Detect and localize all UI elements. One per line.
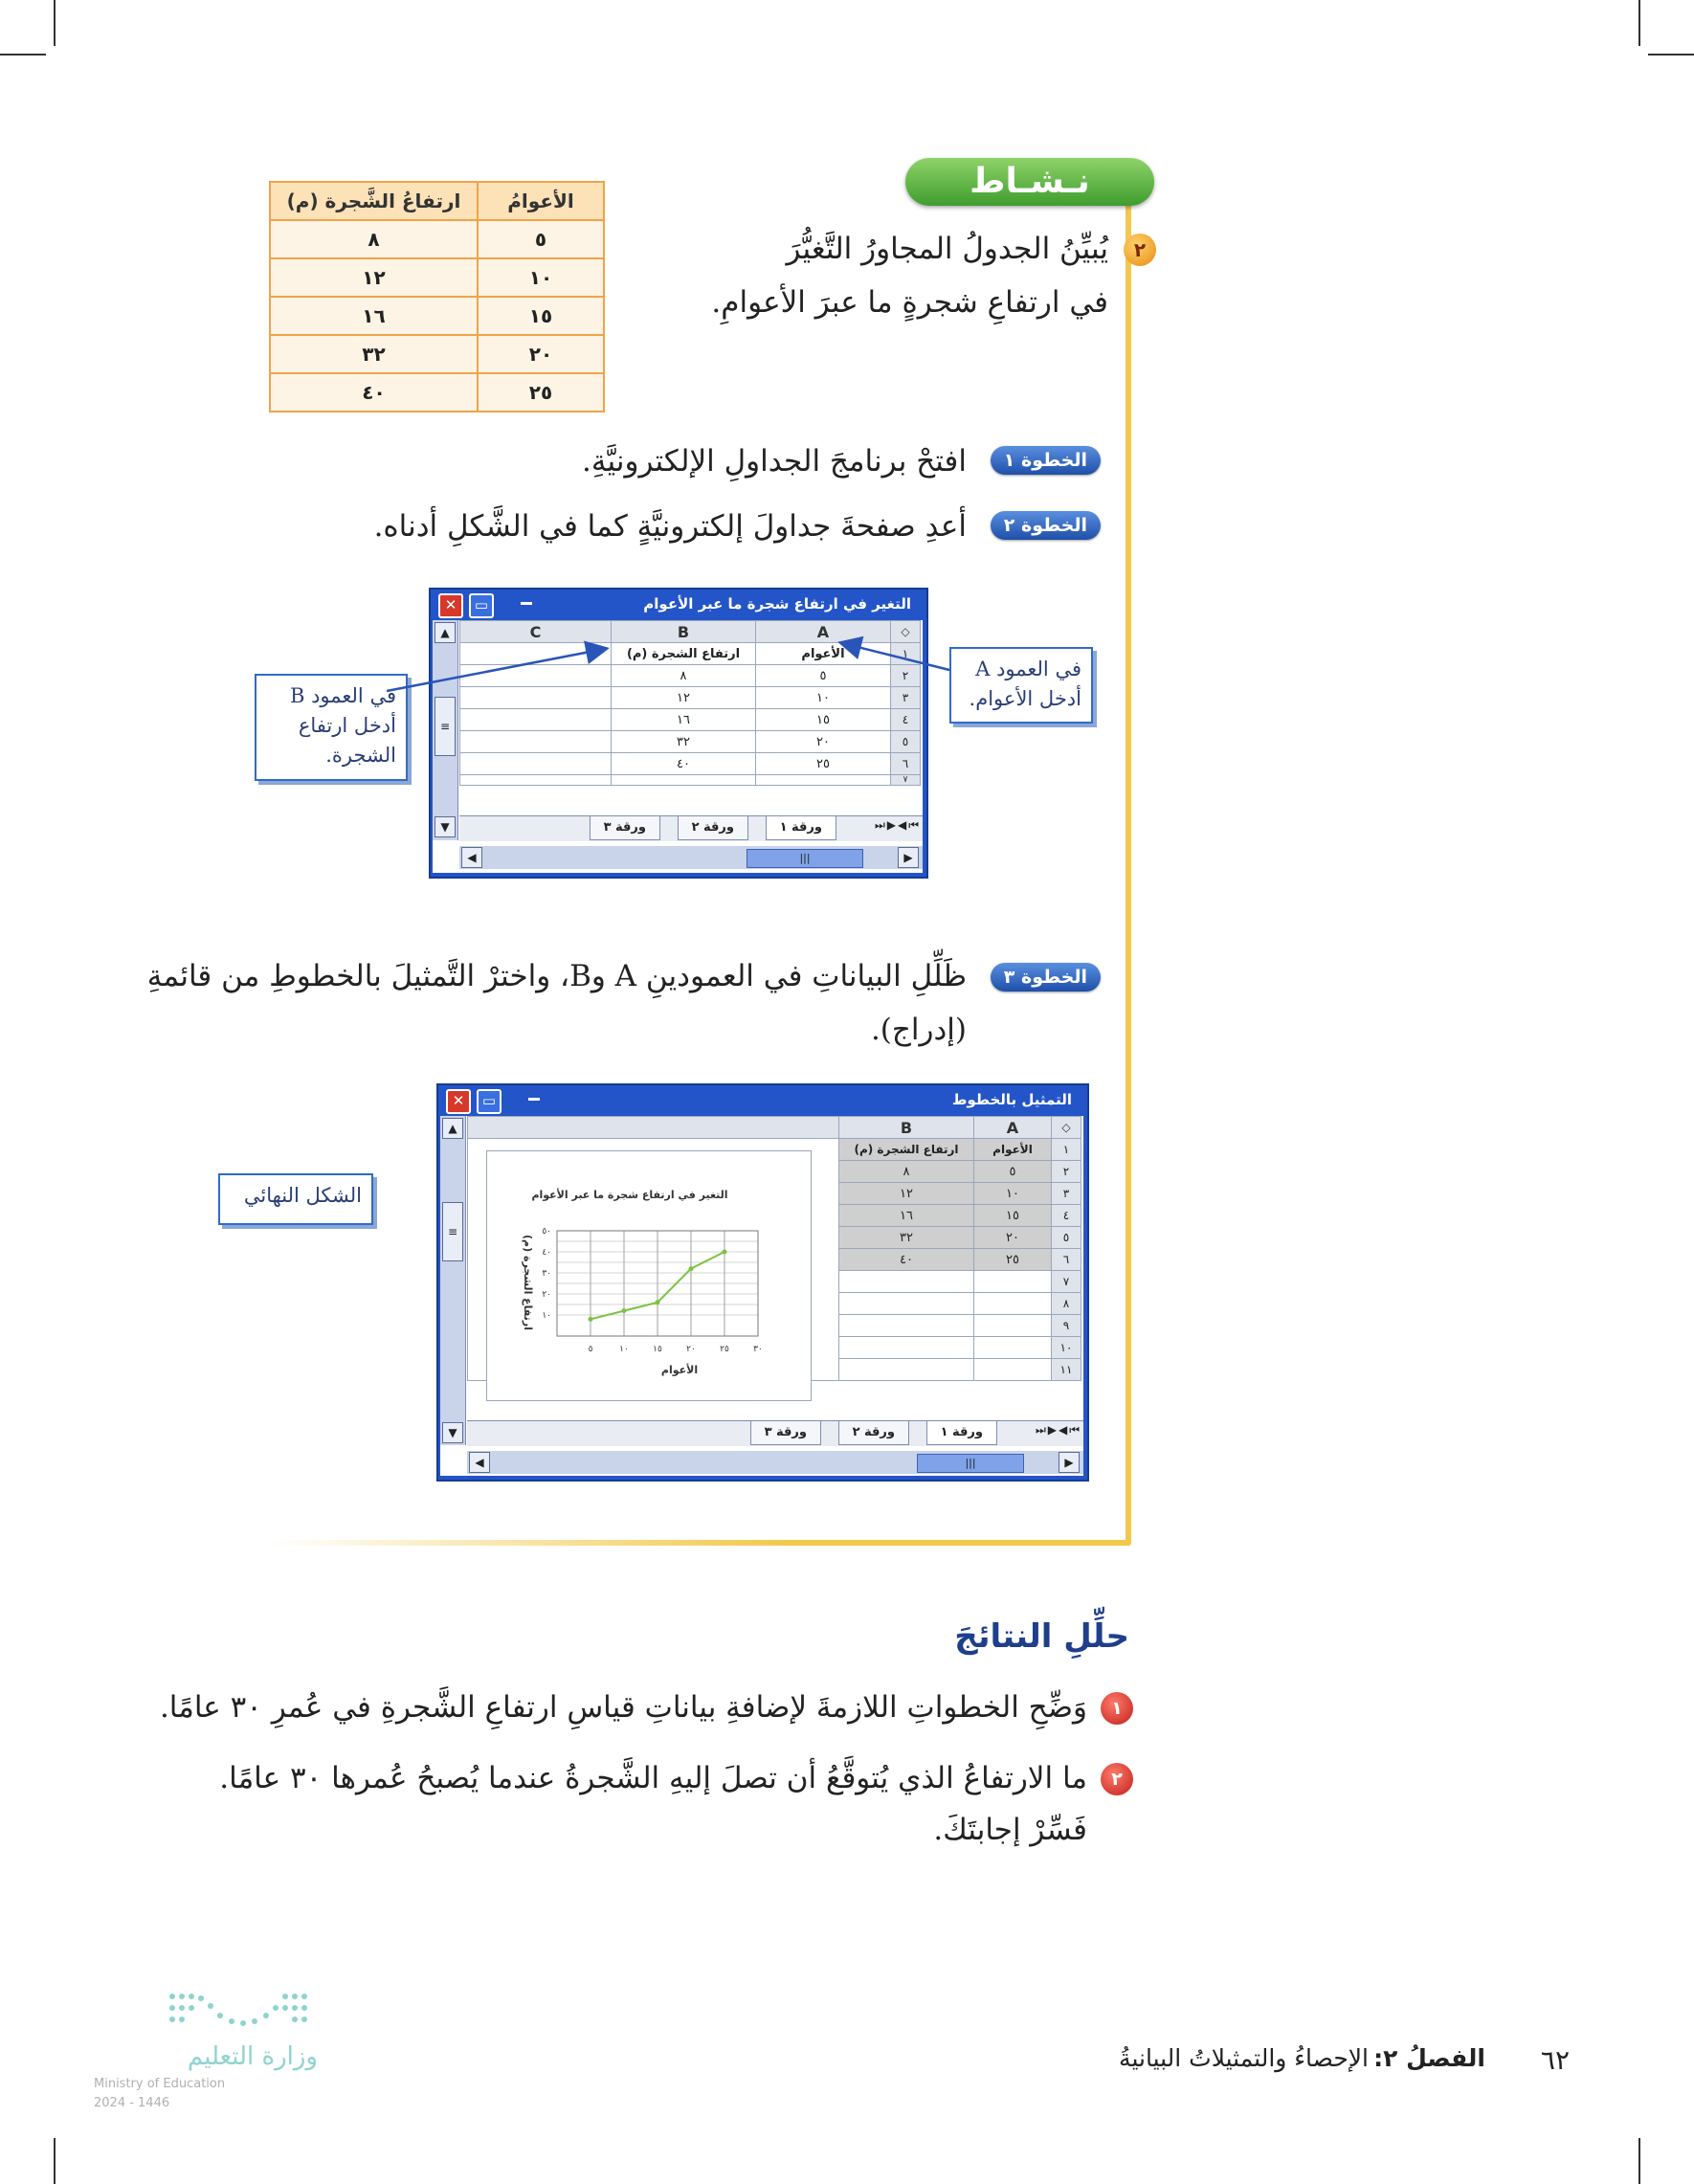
analysis-title: حلِّلِ النتائجَ [954,1617,1129,1656]
callout-final-text: الشكل النهائي [243,1184,362,1207]
crop-mark [54,2138,56,2184]
y-tick-label: ٣٠ [542,1269,551,1279]
sheet-cell[interactable] [974,1359,1052,1381]
scroll-thumb[interactable]: ||| [747,849,863,868]
table-cell: ٢٥ [478,373,604,412]
tab-sheet-2[interactable]: ورقة ٢ [838,1421,909,1445]
ministry-name-en: Ministry of Education [94,2077,226,2091]
sheet-cell[interactable]: ارتفاع الشجرة (م) [612,643,756,665]
activity-intro-line2: في ارتفاعِ شجرةٍ ما عبرَ الأعوامِ. [711,285,1108,320]
callout-final-shape [218,1173,373,1225]
x-tick-label: ٢٠ [686,1345,696,1354]
table-cell: ٨ [270,220,478,258]
tab-sheet-1[interactable]: ورقة ١ [766,816,836,840]
row-number[interactable]: ٢ [891,665,921,687]
sheet-cell[interactable]: ٢٠ [756,731,891,753]
sheet-cell[interactable] [839,1271,974,1293]
callout-column-b-line2: أدخل ارتفاع [298,714,396,737]
arrow-to-column-a [842,643,949,670]
step-2-badge: الخطوة ٢ [991,511,1101,540]
sheet-cell[interactable] [974,1337,1052,1359]
sheet-cell[interactable]: ٣٢ [612,731,756,753]
spreadsheet-window-2 [436,1083,1089,1482]
chart-grid [557,1231,758,1336]
activity-intro-line1: يُبيِّنُ الجدولُ المجاورُ التَّغيُّرَ [786,232,1108,266]
scroll-thumb[interactable]: ≡ [442,1202,463,1261]
row-number[interactable]: ٤ [891,709,921,731]
question-1-text: وَضِّحِ الخطواتِ اللازمةَ لإضافةِ بياناتِ قياسِ ارتفاعِ الشَّجرةِ في عُمرِ ٣٠ عامًا. [159,1690,1087,1725]
scroll-down-button[interactable]: ▼ [442,1422,463,1443]
tab-nav-buttons[interactable]: ⏮◀▶⏭ [1035,1423,1081,1437]
vertical-scrollbar[interactable] [440,1116,466,1445]
sheet-cell[interactable]: الأعوام [974,1139,1052,1161]
close-button[interactable]: ✕ [446,1089,471,1114]
x-tick-label: ٢٥ [720,1345,729,1354]
sheet-cell[interactable] [839,1315,974,1337]
row-number[interactable]: ٧ [891,775,921,786]
step-3-text-line1: ظَلِّلِ البياناتِ في العمودينِ A وB، واخترْ التَّمثيلَ بالخطوطِ من قائمةِ [146,959,967,993]
ministry-name-ar: وزارة التعليم [187,2042,318,2071]
x-tick-label: ٣٠ [753,1345,763,1354]
table-cell: ١٦ [270,297,478,335]
scroll-left-button[interactable]: ◀ [469,1452,490,1473]
activity-badge: نـشـاط [905,158,1154,206]
callout-column-a-line1: في العمود A [975,657,1081,680]
table-cell: ٥ [478,220,604,258]
chart-x-axis-label: الأعوام [660,1364,699,1376]
row-number[interactable]: ٩ [1052,1315,1081,1337]
sheet-cell[interactable]: ٢٥ [974,1249,1052,1271]
sheet-cell[interactable]: ١٦ [839,1205,974,1227]
step-3-text-line2: (إدراج). [870,1013,967,1047]
sheet-tabs-bar [467,1420,1083,1446]
sheet-cell[interactable] [974,1271,1052,1293]
sheet-cell[interactable]: ١٢ [612,687,756,709]
window-title: التمثيل بالخطوط [951,1091,1072,1108]
column-header-c[interactable] [468,1117,839,1139]
sheet-cell[interactable]: ١٥ [974,1205,1052,1227]
sheet-cell[interactable] [839,1359,974,1381]
row-number[interactable]: ١ [891,643,921,665]
ministry-year: 2024 - 1446 [94,2096,170,2110]
column-header-a[interactable]: A [756,621,891,643]
y-tick-label: ٥٠ [542,1227,551,1237]
sheet-cell[interactable]: ٥ [974,1161,1052,1183]
question-2-text-line2: فَسِّرْ إجابتَكَ. [933,1813,1087,1847]
row-number[interactable]: ٧ [1052,1271,1081,1293]
tab-nav-buttons[interactable]: ⏮◀▶⏭ [874,818,921,832]
table-cell: ٢٠ [478,335,604,373]
line-chart[interactable] [486,1150,812,1401]
sheet-cell[interactable]: ١٦ [612,709,756,731]
y-tick-label: ٤٠ [542,1248,551,1258]
x-tick-label: ٥ [588,1345,593,1354]
row-number[interactable]: ٥ [891,731,921,753]
chapter-title: الإحصاءُ والتمثيلاتُ البيانيةُ [1119,2044,1369,2072]
activity-number-badge: ٢ [1124,234,1156,266]
table-cell: ١٢ [270,258,478,297]
sheet-cell[interactable]: ٥ [756,665,891,687]
question-2-text-line1: ما الارتفاعُ الذي يُتوقَّعُ أن تصلَ إليهِ الشَّجرةُ عندما يُصبحُ عُمرها ٣٠ عامًا. [219,1761,1087,1795]
scroll-up-button[interactable]: ▲ [442,1118,463,1139]
corner-cell[interactable]: ◇ [1052,1117,1081,1139]
sheet-cell[interactable] [839,1293,974,1315]
x-tick-label: ١٥ [653,1345,662,1354]
tab-sheet-3[interactable]: ورقة ٣ [590,816,660,840]
callout-column-a-line2: أدخل الأعوام. [969,687,1081,710]
data-point [656,1300,660,1304]
row-number[interactable]: ٦ [1052,1249,1081,1271]
page-number: ٦٢ [1540,2044,1570,2076]
table-cell: ٤٠ [270,373,478,412]
row-number[interactable]: ٦ [891,753,921,775]
question-2-badge: ٢ [1101,1763,1133,1795]
table-cell: ٣٢ [270,335,478,373]
row-number[interactable]: ٢ [1052,1161,1081,1183]
activity-frame-horizontal [268,1540,1131,1546]
scroll-up-button[interactable]: ▲ [435,622,456,643]
sheet-cell[interactable]: ٨ [839,1161,974,1183]
table-header-height: ارتفاعُ الشَّجرة (م) [270,182,478,220]
window-title: التغير في ارتفاع شجرة ما عبر الأعوام [643,595,911,613]
corner-cell[interactable]: ◇ [891,621,921,643]
column-header-b[interactable]: B [839,1117,974,1139]
row-number[interactable]: ٣ [1052,1183,1081,1205]
data-point [689,1266,694,1271]
data-point [589,1317,593,1322]
scroll-thumb[interactable]: ||| [917,1454,1024,1473]
sheet-cell[interactable]: ٨ [612,665,756,687]
sheet-cell[interactable]: ١٥ [756,709,891,731]
table-cell: ١٠ [478,258,604,297]
tab-sheet-1[interactable]: ورقة ١ [926,1421,997,1445]
scroll-thumb[interactable]: ≡ [435,697,456,756]
chart-y-axis-label: ارتفاع الشجرة (م) [522,1235,534,1330]
sheet-cell[interactable]: ١٢ [839,1183,974,1205]
callout-arrows-1 [0,0,1694,1053]
data-point [622,1308,627,1313]
sheet-cell[interactable]: ٤٠ [839,1249,974,1271]
chart-title: التغير في ارتفاع شجرة ما عبر الأعوام [531,1189,728,1201]
restore-button[interactable]: ▭ [477,1089,502,1114]
scroll-left-button[interactable]: ◀ [461,847,482,868]
table-header-years: الأعوامُ [478,182,604,220]
sheet-cell[interactable]: ١٠ [974,1183,1052,1205]
x-tick-label: ١٠ [619,1345,629,1354]
sheet-cell[interactable]: الأعوام [756,643,891,665]
sheet-area [440,1116,1083,1476]
step-3-badge: الخطوة ٣ [991,963,1101,992]
callout-column-b-line1: في العمود B [289,684,396,707]
sheet-cell[interactable]: ٢٥ [756,753,891,775]
sheet-cell[interactable]: ١٠ [756,687,891,709]
minimize-button[interactable] [528,1098,540,1101]
y-tick-label: ٢٠ [542,1290,551,1300]
scroll-right-button[interactable]: ▶ [1059,1452,1080,1473]
callout-column-b-line3: الشجرة. [325,744,396,767]
close-button[interactable]: ✕ [438,593,463,618]
step-1-badge: الخطوة ١ [991,446,1101,475]
column-header-a[interactable]: A [974,1117,1052,1139]
arrow-to-column-b [387,649,605,691]
scroll-down-button[interactable]: ▼ [435,816,456,837]
step-2-text: أعدِ صفحةَ جداولَ إلكترونيَّةٍ كما في الشَّكلِ أدناه. [373,509,967,544]
sheet-cell[interactable]: ارتفاع الشجرة (م) [839,1139,974,1161]
sheet-cell[interactable]: ٢٠ [974,1227,1052,1249]
column-header-b[interactable]: B [612,621,756,643]
tab-sheet-3[interactable]: ورقة ٣ [750,1421,821,1445]
y-tick-label: ١٠ [542,1311,551,1321]
sheet-cell[interactable] [974,1315,1052,1337]
sheet-cell[interactable] [974,1293,1052,1315]
row-number[interactable]: ٥ [1052,1227,1081,1249]
row-number[interactable]: ١١ [1052,1359,1081,1381]
column-header-c[interactable]: C [460,621,612,643]
sheet-cell[interactable]: ٣٢ [839,1227,974,1249]
row-number[interactable]: ٣ [891,687,921,709]
data-point [723,1250,727,1255]
crop-mark [1638,2138,1640,2184]
question-1-badge: ١ [1101,1692,1133,1725]
row-number[interactable]: ١٠ [1052,1337,1081,1359]
tab-sheet-2[interactable]: ورقة ٢ [678,816,748,840]
restore-button[interactable]: ▭ [469,593,494,618]
row-number[interactable]: ٨ [1052,1293,1081,1315]
sheet-cell[interactable] [839,1337,974,1359]
horizontal-scrollbar[interactable] [467,1451,1083,1474]
step-1-text: افتحْ برنامجَ الجداولِ الإلكترونيَّةِ. [582,444,967,479]
scroll-right-button[interactable]: ▶ [898,847,919,868]
sheet-cell[interactable]: ٤٠ [612,753,756,775]
row-number[interactable]: ٤ [1052,1205,1081,1227]
ministry-logo [78,1987,318,2121]
row-number[interactable]: ١ [1052,1139,1081,1161]
chapter-label: الفصلُ ٢: [1373,2044,1485,2072]
ministry-logo-dots-icon [165,1987,318,2035]
table-cell: ١٥ [478,297,604,335]
